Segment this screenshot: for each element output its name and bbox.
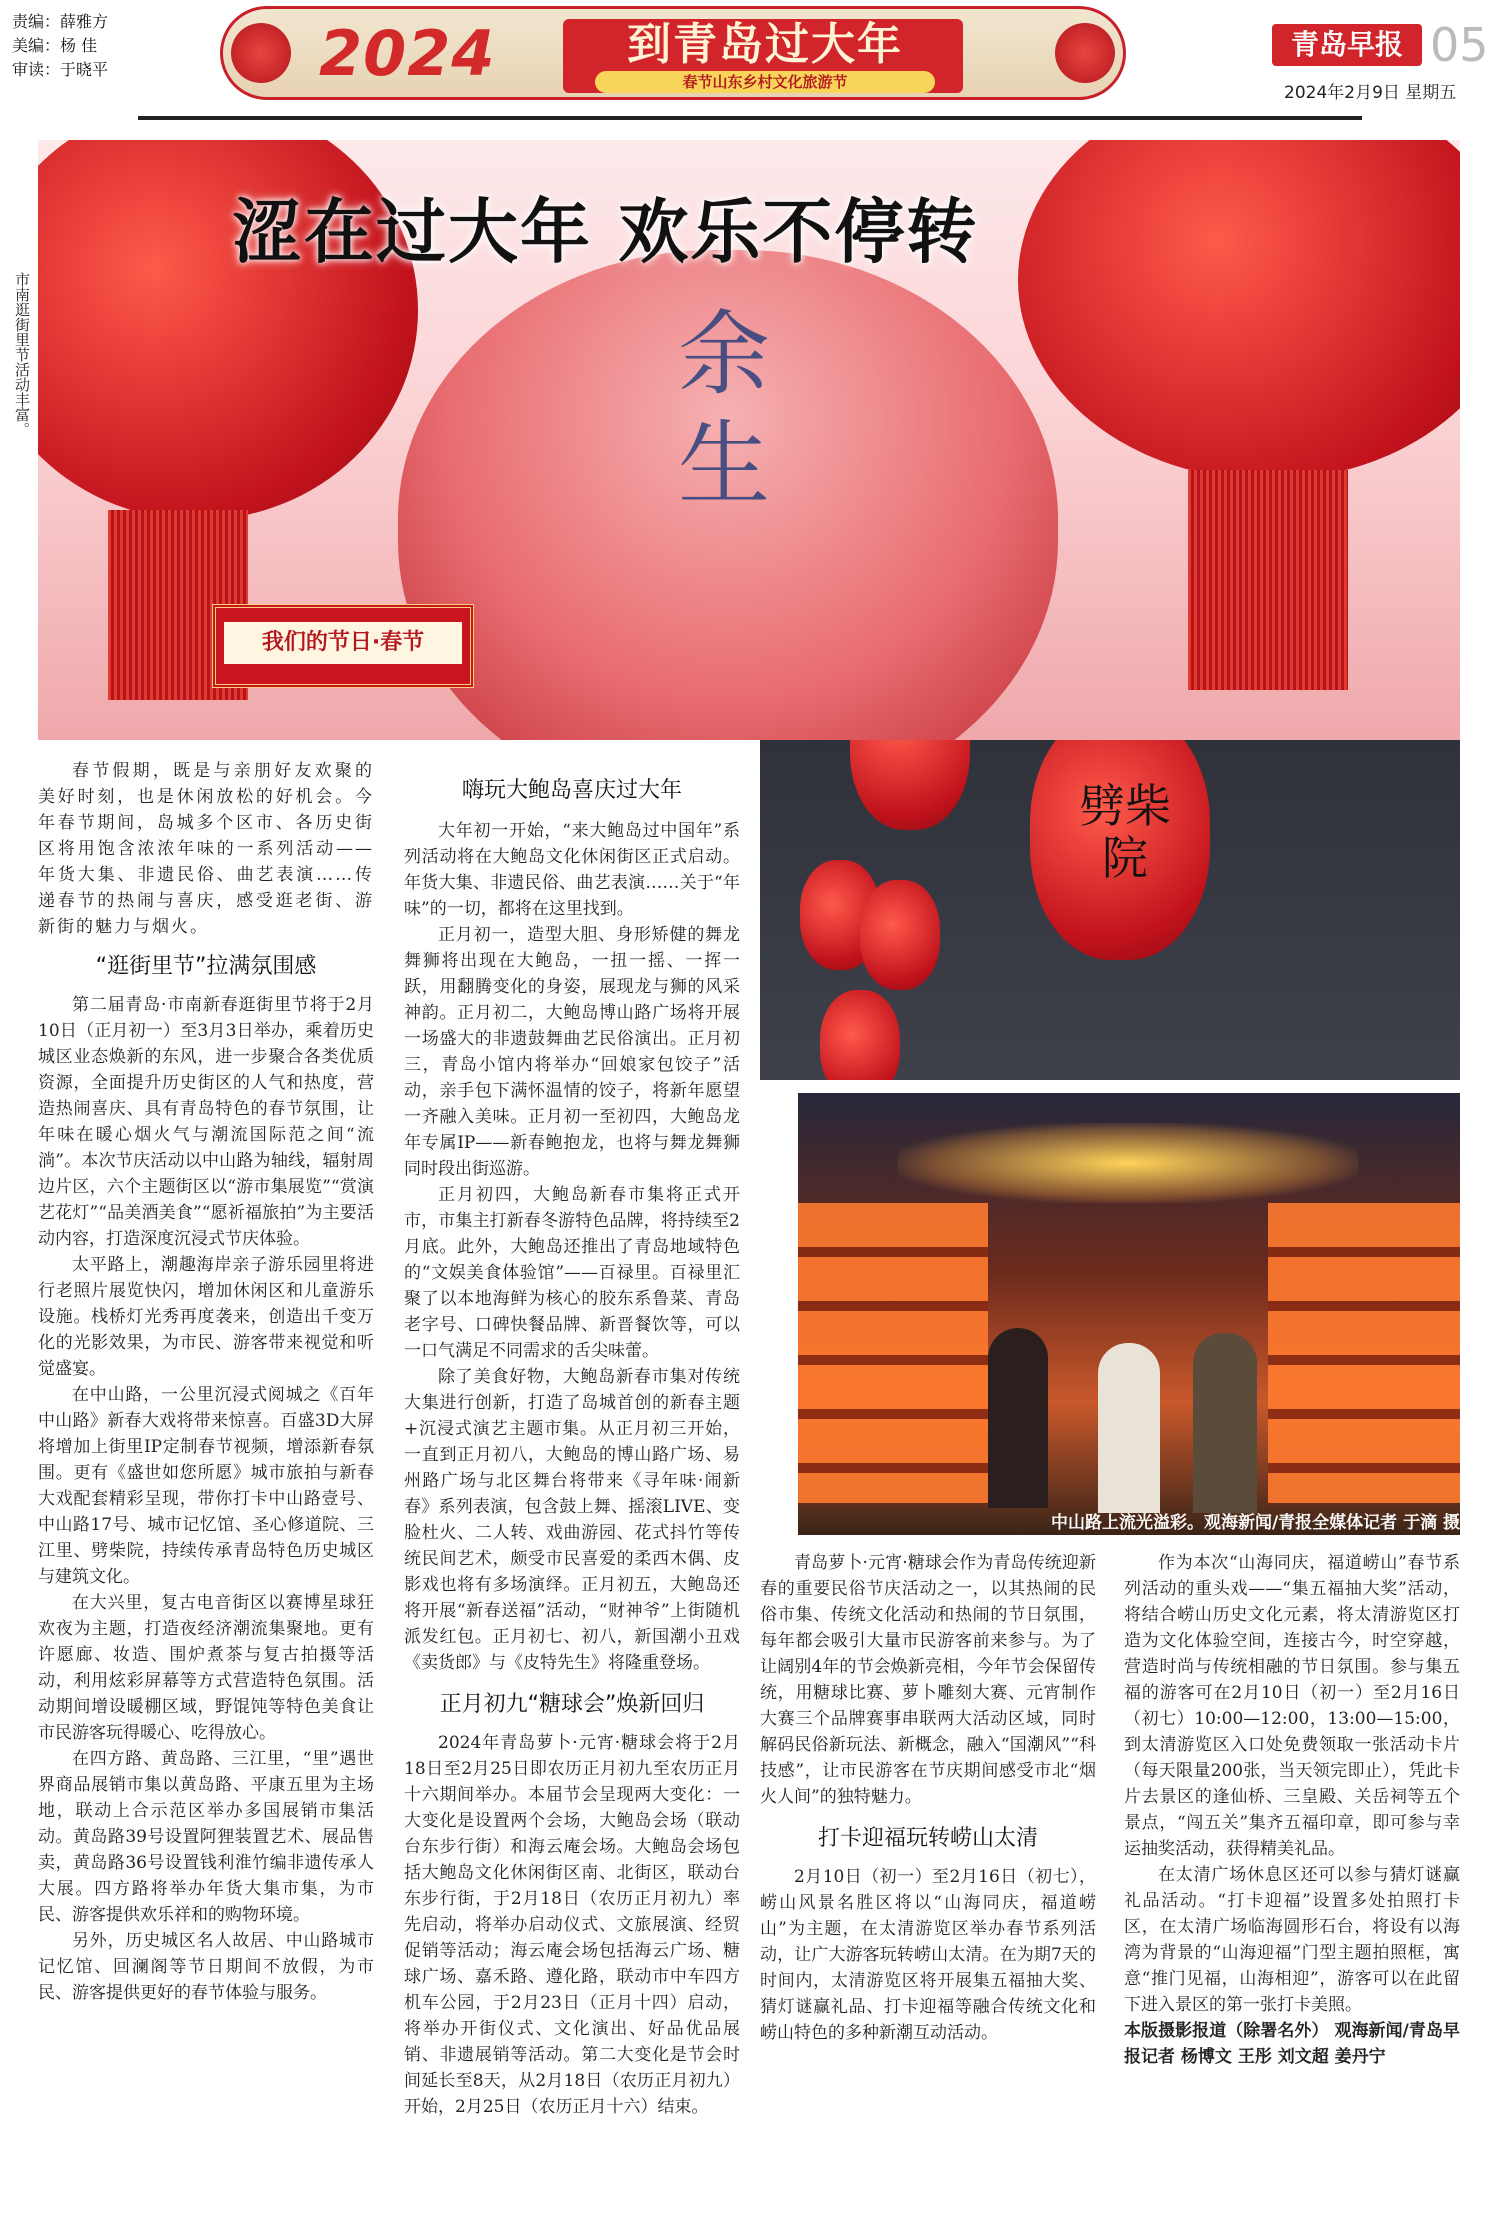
person-figure (1098, 1343, 1160, 1513)
person-figure (988, 1328, 1048, 1508)
lantern-icon (820, 990, 900, 1080)
paragraph: 在中山路，一公里沉浸式阅城之《百年中山路》新春大戏将带来惊喜。百盛3D大屏将增加上街里IP定制春节视频，增添新春氛围。更有《盛世如您所愿》城市旅拍与新春大戏配套精彩呈现，带你打卡中山路壹号、中山路17号、城市记忆馆、圣心修道院、三江里、劈柴院，持续传承青岛特色历史城区与建筑文化。 (38, 1385, 374, 1587)
lantern-alley-photo (760, 740, 1460, 1080)
banner-year: 2024 (319, 17, 496, 90)
tassel-icon (1188, 470, 1348, 690)
section-banner (220, 6, 1126, 100)
paragraph: 除了美食好物，大鲍岛新春市集对传统大集进行创新，打造了岛城首创的新春主题+沉浸式演艺主题市集。从正月初三开始，一直到正月初八，大鲍岛的博山路广场、易州路广场与北区舞台将带来《寻年味·闹新春》系列表演，包含鼓上舞、摇滚LIVE、变脸杜火、二人转、戏曲游园、花式抖竹等传统民间艺术，颇受市民喜爱的柔西木偶、皮影戏也将有多场演绎。正月初五，大鲍岛还将开展“新春送福”活动，“财神爷”上街随机派发红包。正月初七、初八，新国潮小丑戏《卖货郎》与《皮特先生》将隆重登场。 (404, 1367, 740, 1673)
issue-date: 2024年2月9日 星期五 (1284, 83, 1457, 103)
lantern-row (798, 1203, 988, 1503)
section-title-2: 嗨玩大鲍岛喜庆过大年 (461, 778, 682, 803)
paragraph: 另外，历史城区名人故居、中山路城市记忆馆、回澜阁等节日期间不放假，为市民、游客提供更好的春节体验与服务。 (38, 1931, 374, 2003)
lantern-icon (860, 880, 940, 990)
page-number: 05 (1430, 18, 1489, 72)
newspaper-logo: 青岛早报 (1272, 24, 1422, 66)
lantern-icon (850, 740, 970, 830)
article-intro: 春节假期，既是与亲朋好友欢聚的美好时刻，也是休闲放松的好机会。今年春节期间，岛城多个区市、各历史街区将用饱含浓浓年味的一系列活动——年货大集、非遗民俗、曲艺表演……传递春节的热闹与喜庆，感受逛老街、游新街的魅力与烟火。 (38, 761, 374, 937)
column-tag-label: 我们的节日·春节 (224, 622, 462, 664)
article-column-2 (404, 776, 740, 2120)
paragraph: 在太清广场休息区还可以参与猜灯谜赢礼品活动。“打卡迎福”设置多处拍照打卡区，在太清广场临海圆形石台，将设有以海湾为背景的“山海迎福”门型主题拍照框，寓意“推门见福，山海相迎”，游客可以在此留下进入景区的第一张打卡美照。 (1124, 1865, 1460, 2015)
paragraph: 作为本次“山海同庆，福道崂山”春节系列活动的重头戏——“集五福抽大奖”活动，将结合崂山历史文化元素，将太清游览区打造为文化体验空间，连接古今，时空穿越，营造时尚与传统相融的节日氛围。参与集五福的游客可在2月10日（初一）至2月16日（初七）10:00—12:00，13:00—15:00，到太清游览区入口处免费领取一张活动卡片（每天限量200张，当天领完即止），凭此卡片去景区的逢仙桥、三皇殿、关岳祠等五个景点，“闯五关”集齐五福印章，即可参与幸运抽奖活动，获得精美礼品。 (1124, 1553, 1460, 1859)
paragraph: 在四方路、黄岛路、三江里，“里”遇世界商品展销市集以黄岛路、平康五里为主场地，联动上合示范区举办多国展销市集活动。黄岛路39号设置阿狸装置艺术、展品售卖，黄岛路36号设置钱利淮竹编非遗传承人大展。四方路将举办年货大集市集，为市民、游客提供欢乐祥和的购物环境。 (38, 1749, 374, 1925)
page-headline: 涩在过大年 欢乐不停转 (232, 191, 979, 273)
person-figure (1193, 1333, 1257, 1513)
paragraph: 在大兴里，复古电音街区以赛博星球狂欢夜为主题，打造夜经济潮流集聚地。更有许愿廊、妆造、围炉煮茶与复古拍摄等活动，利用炫彩屏幕等方式营造特色氛围。活动期间增设暖棚区域，野馄饨等特色美食让市民游客玩得暖心、吃得放心。 (38, 1593, 374, 1743)
photo-byline: 本版摄影报道（除署名外） 观海新闻/青岛早报记者 杨博文 王彤 刘文超 姜丹宁 (1124, 2021, 1460, 2067)
paragraph: 第二届青岛·市南新春逛街里节将于2月10日（正月初一）至3月3日举办，乘着历史城区业态焕新的东风，进一步聚合各类优质资源，全面提升历史街区的人气和热度，营造热闹喜庆、具有青岛特色的春节氛围，让年味在暖心烟火气与潮流国际范之间“流淌”。本次节庆活动以中山路为轴线，辐射周边片区，六个主题街区以“游市集展览”“赏演艺花灯”“品美酒美食”“愿祈福旅拍”为主要活动内容，打造深度沉浸式节庆体验。 (38, 995, 374, 1249)
knot-ornament-icon (1055, 23, 1115, 83)
column-tag (212, 604, 474, 688)
light-canopy (898, 1123, 1358, 1203)
zhongshan-road-photo (798, 1093, 1460, 1535)
banner-subtitle: 春节山东乡村文化旅游节 (595, 71, 935, 93)
paragraph: 正月初一，造型大胆、身形矫健的舞龙舞狮将出现在大鲍岛，一扭一摇、一挥一跃，用翻腾变化的身姿，展现龙与狮的风采神韵。正月初二，大鲍岛博山路广场将开展一场盛大的非遗鼓舞曲艺民俗演出。正月初三，青岛小馆内将举办“回娘家包饺子”活动，亲手包下满怀温情的饺子，将新年愿望一齐融入美味。正月初一至初四，大鲍岛龙年专属IP——新春鲍抱龙，也将与舞龙舞狮同时段出街巡游。 (404, 925, 740, 1179)
photo-caption: 中山路上流光溢彩。观海新闻/青报全媒体记者 于滴 摄 (1050, 1513, 1460, 1533)
credit-reviewer: 审读：于晓平 (12, 60, 109, 79)
header-rule (138, 116, 1362, 120)
paragraph: 青岛萝卜·元宵·糖球会作为青岛传统迎新春的重要民俗节庆活动之一，以其热闹的民俗市集、传统文化活动和热闹的节日氛围，每年都会吸引大量市民游客前来参与。为了让阔别4年的节会焕新亮相，今年节会保留传统，用糖球比赛、萝卜雕刻大赛、元宵制作大赛三个品牌赛事串联两大活动区域，同时解码民俗新玩法、新概念，融入“国潮风”“科技感”，让市民游客在节庆期间感受市北“烟火人间”的独特魅力。 (760, 1553, 1096, 1807)
lantern-calligraphy: 余生 (678, 301, 771, 518)
editor-credits (12, 10, 162, 82)
banner-title: 到青岛过大年 (627, 19, 903, 70)
section-title-1: “逛街里节”拉满氛围感 (95, 954, 317, 979)
paragraph: 2月10日（初一）至2月16日（初七），崂山风景名胜区将以“山海同庆，福道崂山”为主题，在太清游览区举办春节系列活动，让广大游客玩转崂山太清。在为期7天的时间内，太清游览区将开展集五福抽大奖、猜灯谜赢礼品、打卡迎福等融合传统文化和崂山特色的多种新潮互动活动。 (760, 1867, 1096, 2043)
lantern-row (1268, 1203, 1460, 1503)
article-column-4 (1124, 1550, 1460, 2070)
paragraph: 2024年青岛萝卜·元宵·糖球会将于2月18日至2月25日即农历正月初九至农历正月十六期间举办。本届节会呈现两大变化：一大变化是设置两个会场，大鲍岛会场（联动台东步行街）和海云庵会场。大鲍岛会场包括大鲍岛文化休闲街区南、北街区，联动台东步行街，于2月18日（农历正月初九）率先启动，将举办启动仪式、文旅展演、经贸促销等活动；海云庵会场包括海云广场、糖球广场、嘉禾路、遵化路，联动市中车四方机车公园，于2月23日（正月十四）启动，将举办开街仪式、文化演出、好品优品展销、非遗展销等活动。第二大变化是节会时间延长至8天，从2月18日（农历正月初九）开始，2月25日（农历正月十六）结束。 (404, 1733, 740, 2117)
paragraph: 太平路上，潮趣海岸亲子游乐园里将进行老照片展览快闪，增加休闲区和儿童游乐设施。栈桥灯光秀再度袭来，创造出千变万化的光影效果，为市民、游客带来视觉和听觉盛宴。 (38, 1255, 374, 1379)
article-column-1 (38, 758, 374, 2006)
section-title-3: 正月初九“糖球会”焕新回归 (439, 1692, 705, 1717)
section-title-4: 打卡迎福玩转崂山太清 (817, 1826, 1038, 1851)
credit-editor: 责编：薛雅方 (12, 12, 109, 31)
side-caption: 市南逛街里节活动丰富。 (13, 272, 31, 437)
article-column-3 (760, 1550, 1096, 2046)
paragraph: 大年初一开始，“来大鲍岛过中国年”系列活动将在大鲍岛文化休闲街区正式启动。年货大集、非遗民俗、曲艺表演……关于“年味”的一切，都将在这里找到。 (404, 821, 740, 919)
knot-ornament-icon (231, 23, 291, 83)
lantern-label: 劈柴院 (1079, 779, 1171, 885)
credit-designer: 美编：杨 佳 (12, 36, 98, 55)
paragraph: 正月初四，大鲍岛新春市集将正式开市，市集主打新春冬游特色品牌，将持续至2月底。此外，大鲍岛还推出了青岛地域特色的“文娱美食体验馆”——百禄里。百禄里汇聚了以本地海鲜为核心的胶东系鲁菜、青岛老字号、口碑快餐品牌、新晋餐饮等，可以一口气满足不同需求的舌尖味蕾。 (404, 1185, 740, 1361)
